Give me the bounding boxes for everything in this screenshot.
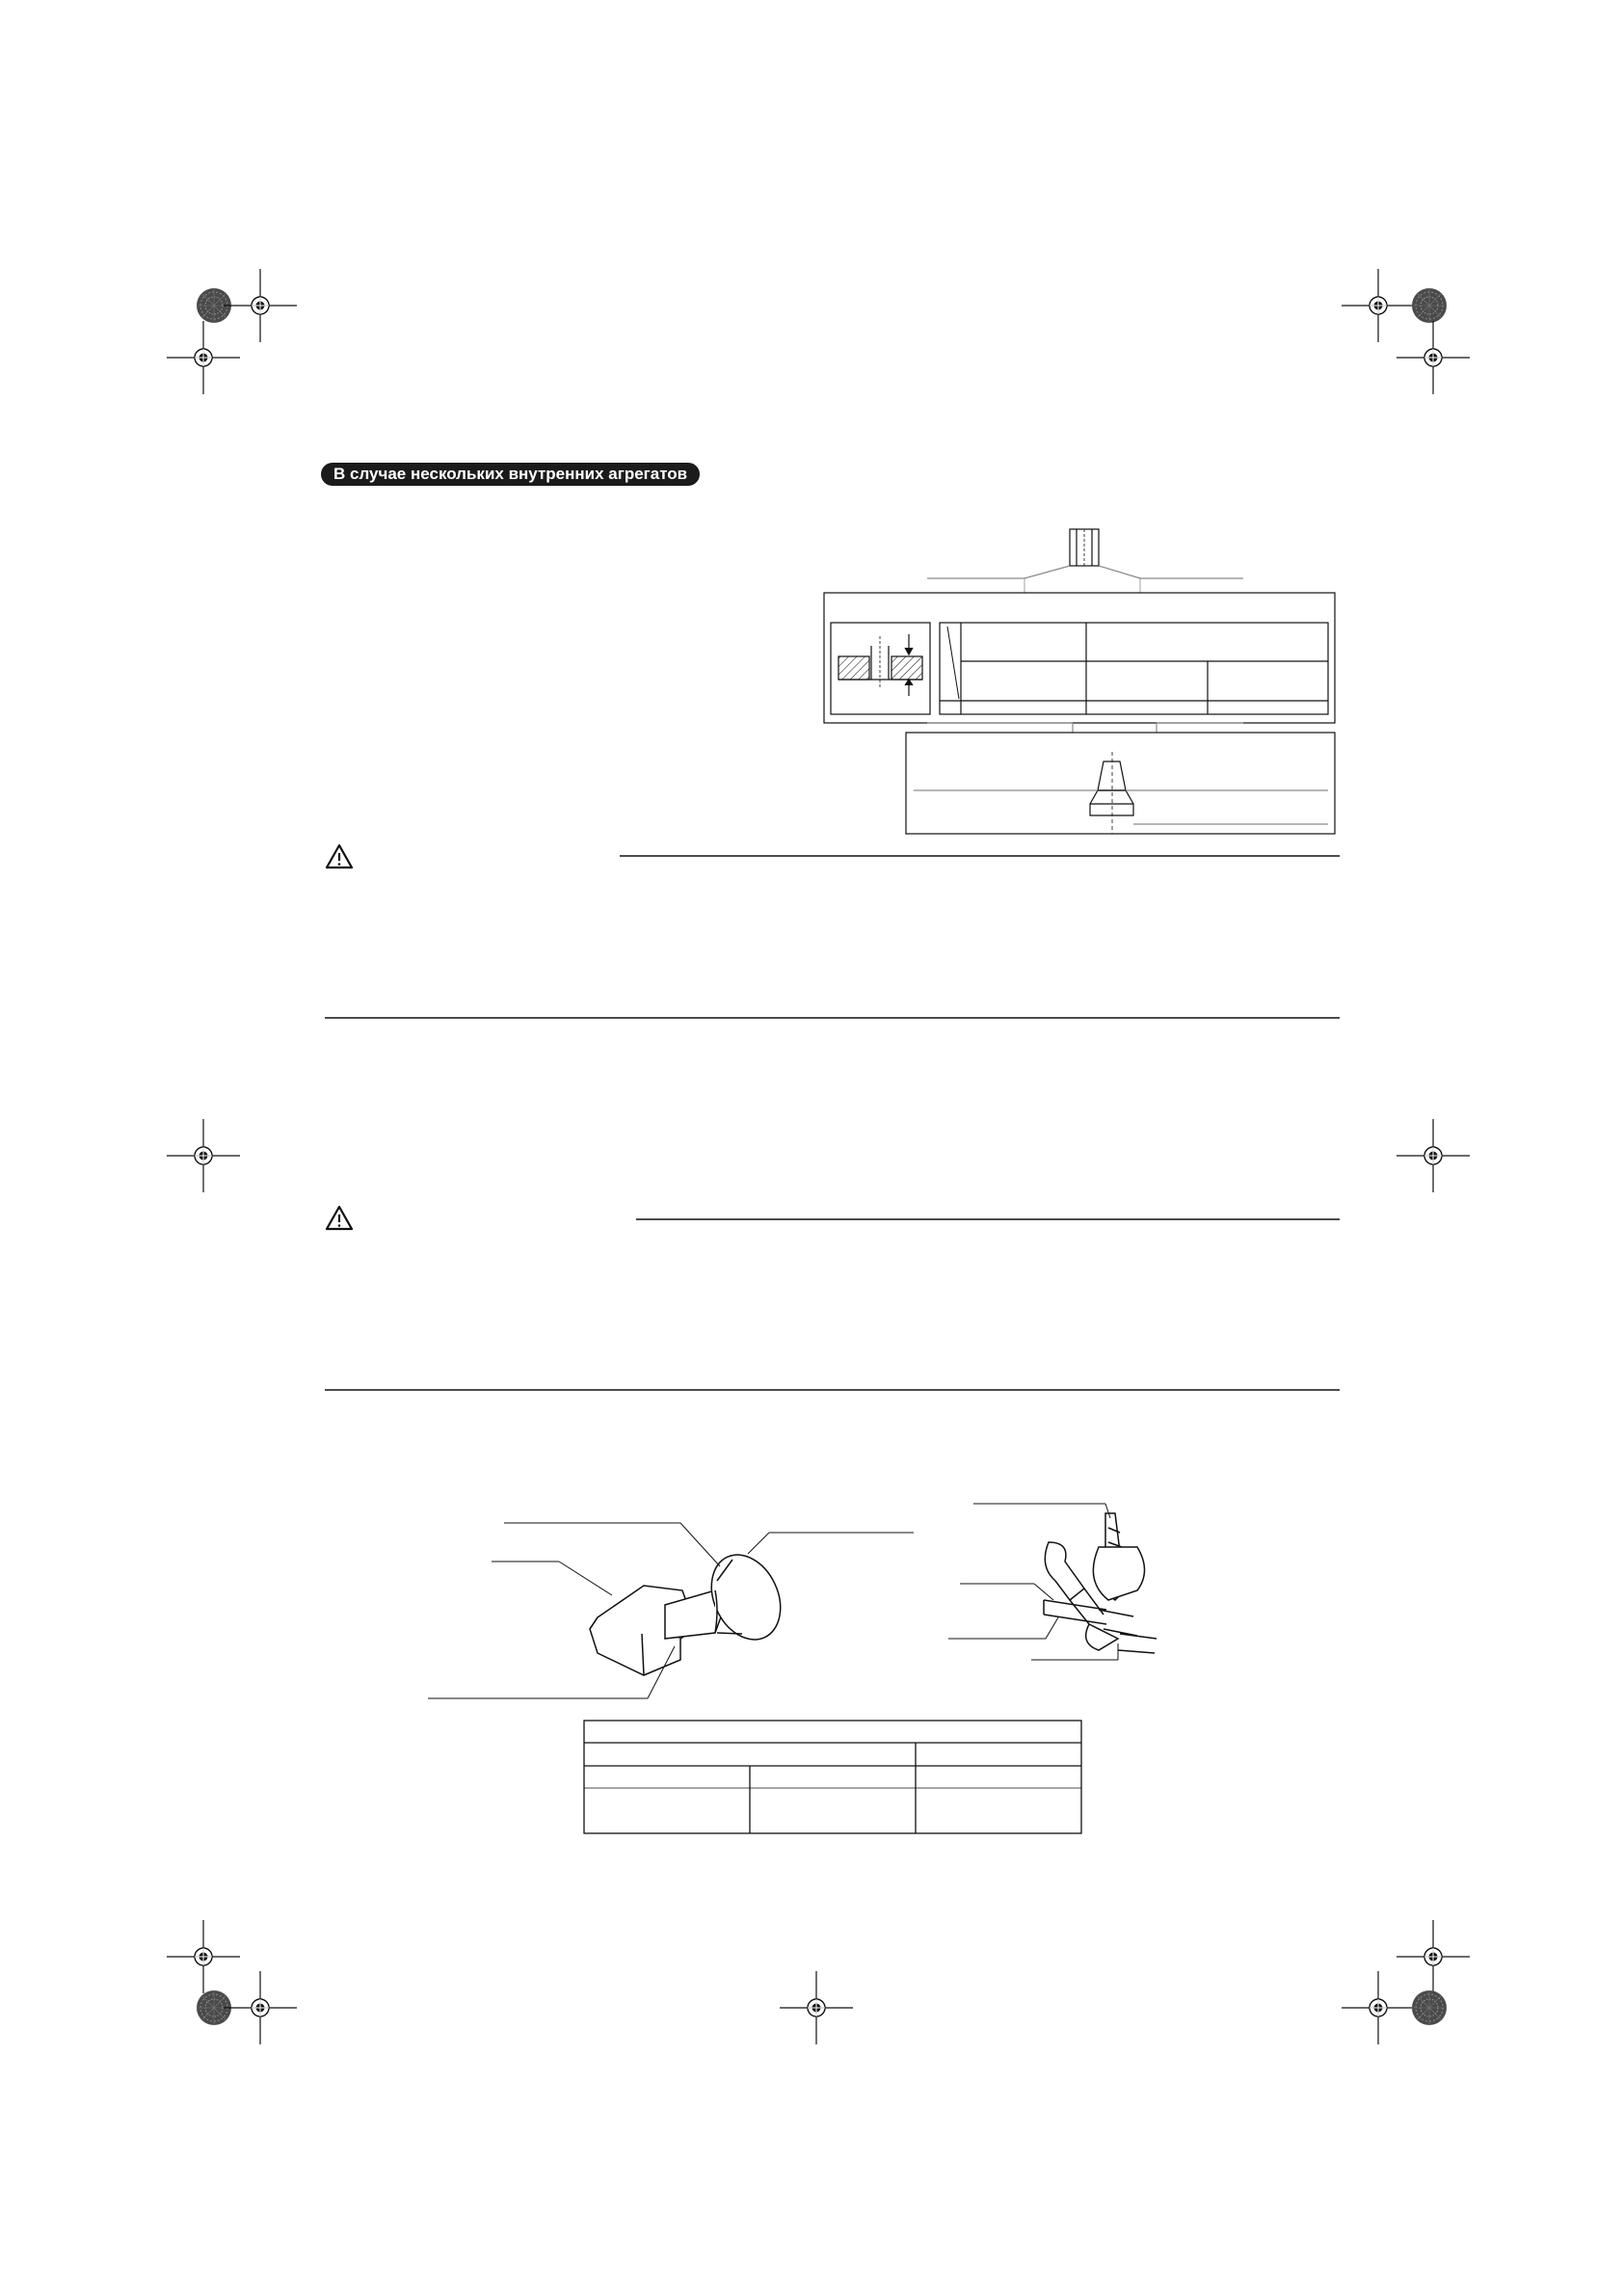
registration-mid-left-icon xyxy=(167,1119,240,1192)
color-target-bottom-right-icon xyxy=(1412,1990,1447,2025)
wrench-tightening-illustration xyxy=(948,1504,1157,1660)
section-banner: В случае нескольких внутренних агрегатов xyxy=(321,463,700,486)
registration-marks xyxy=(167,269,1470,2044)
registration-bottom-left-upper-icon xyxy=(167,1920,240,1993)
color-target-top-right-icon xyxy=(1412,288,1447,323)
warning-triangle-icon xyxy=(327,1207,352,1229)
flare-nut-illustration xyxy=(428,1523,914,1698)
registration-bottom-right-upper-icon xyxy=(1397,1920,1470,1993)
registration-bottom-center-icon xyxy=(780,1971,853,2044)
registration-top-right-lower-icon xyxy=(1397,321,1470,394)
flare-inspection-figure xyxy=(906,723,1335,834)
warning-triangle-icon xyxy=(327,845,352,868)
registration-top-left-icon xyxy=(224,269,297,342)
registration-bottom-right-icon xyxy=(1342,1971,1415,2044)
flare-dimension-figure xyxy=(824,529,1335,723)
torque-table xyxy=(584,1721,1081,1833)
warning-block-2 xyxy=(325,1207,1340,1390)
registration-mid-right-icon xyxy=(1397,1119,1470,1192)
registration-bottom-left-icon xyxy=(224,1971,297,2044)
warning-block-1 xyxy=(325,845,1340,1018)
registration-top-right-icon xyxy=(1342,269,1415,342)
registration-top-left-lower-icon xyxy=(167,321,240,394)
